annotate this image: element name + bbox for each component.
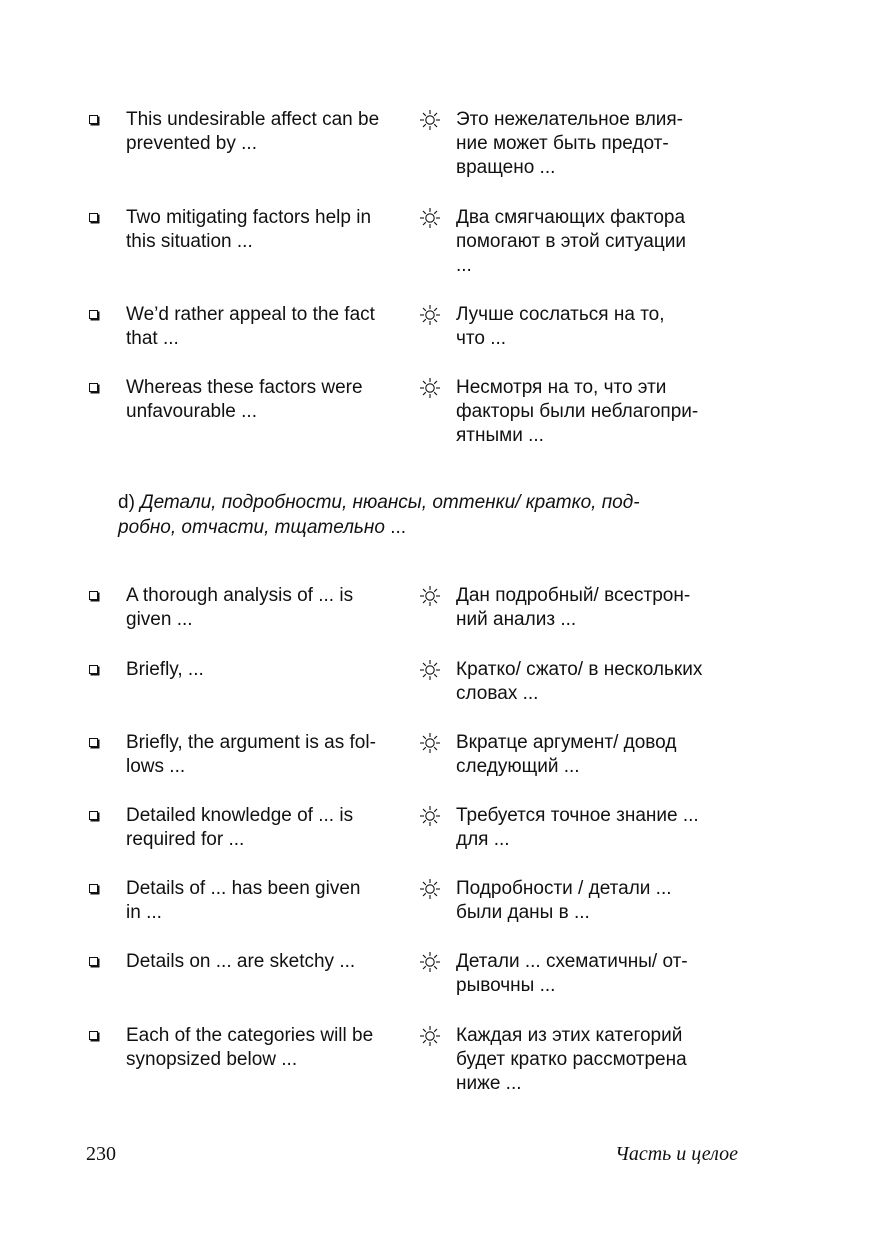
russian-translation: Два смягчающих фактора помогают в этой ситуации ... bbox=[456, 207, 686, 276]
russian-translation: Детали ... схематичны/ от- рывочны ... bbox=[456, 951, 688, 996]
section-ellipsis: ... bbox=[384, 517, 407, 538]
checkbox-bullet-icon bbox=[89, 1031, 98, 1040]
russian-translation: Кратко/ сжато/ в нескольких словах ... bbox=[456, 659, 703, 704]
section-label: d) bbox=[118, 492, 135, 513]
russian-translation: Каждая из этих категорий будет кратко рассмотрена ниже ... bbox=[456, 1025, 687, 1094]
checkbox-bullet-icon bbox=[89, 665, 98, 674]
sun-icon bbox=[417, 376, 443, 400]
checkbox-bullet-icon bbox=[89, 213, 98, 222]
english-phrase: Whereas these factors were unfavourable ... bbox=[126, 377, 363, 422]
english-phrase: A thorough analysis of ... is given ... bbox=[126, 585, 354, 630]
sun-icon bbox=[417, 731, 443, 755]
sun-icon bbox=[417, 303, 443, 327]
russian-translation: Лучше сослаться на то, что ... bbox=[456, 304, 665, 349]
checkbox-bullet-icon bbox=[89, 310, 98, 319]
checkbox-bullet-icon bbox=[89, 811, 98, 820]
russian-translation: Требуется точное знание ... для ... bbox=[456, 805, 699, 850]
english-phrase: Details of ... has been given in ... bbox=[126, 878, 361, 923]
russian-translation: Вкратце аргумент/ довод следующий ... bbox=[456, 732, 677, 777]
sun-icon bbox=[417, 1024, 443, 1048]
english-phrase: We’d rather appeal to the fact that ... bbox=[126, 304, 375, 349]
russian-translation: Дан подробный/ всестрон- ний анализ ... bbox=[456, 585, 691, 630]
english-phrase: Detailed knowledge of ... is required for ... bbox=[126, 805, 354, 850]
english-phrase: Two mitigating factors help in this situation ... bbox=[126, 207, 372, 252]
sun-icon bbox=[417, 804, 443, 828]
sun-icon bbox=[417, 108, 443, 132]
english-phrase: This undesirable affect can be prevented by ... bbox=[126, 109, 380, 154]
section-title: Детали, подробности, нюансы, оттенки/ кратко, под- робно, отчасти, тщательно bbox=[118, 492, 640, 538]
checkbox-bullet-icon bbox=[89, 884, 98, 893]
sun-icon bbox=[417, 877, 443, 901]
english-phrase: Briefly, the argument is as fol- lows ... bbox=[126, 732, 376, 777]
checkbox-bullet-icon bbox=[89, 115, 98, 124]
english-phrase: Briefly, ... bbox=[126, 659, 204, 680]
russian-translation: Подробности / детали ... были даны в ... bbox=[456, 878, 672, 923]
sun-icon bbox=[417, 658, 443, 682]
sun-icon bbox=[417, 206, 443, 230]
russian-translation: Несмотря на то, что эти факторы были неблагопри- ятными ... bbox=[456, 377, 699, 446]
sun-icon bbox=[417, 584, 443, 608]
checkbox-bullet-icon bbox=[89, 957, 98, 966]
checkbox-bullet-icon bbox=[89, 591, 98, 600]
sun-icon bbox=[417, 950, 443, 974]
english-phrase: Details on ... are sketchy ... bbox=[126, 951, 356, 972]
page-number: 230 bbox=[86, 1143, 116, 1165]
section-heading bbox=[118, 490, 758, 540]
checkbox-bullet-icon bbox=[89, 738, 98, 747]
chapter-title: Часть и целое bbox=[615, 1143, 738, 1165]
checkbox-bullet-icon bbox=[89, 383, 98, 392]
russian-translation: Это нежелательное влия- ние может быть предот- вращено ... bbox=[456, 109, 684, 178]
english-phrase: Each of the categories will be synopsized below ... bbox=[126, 1025, 374, 1070]
